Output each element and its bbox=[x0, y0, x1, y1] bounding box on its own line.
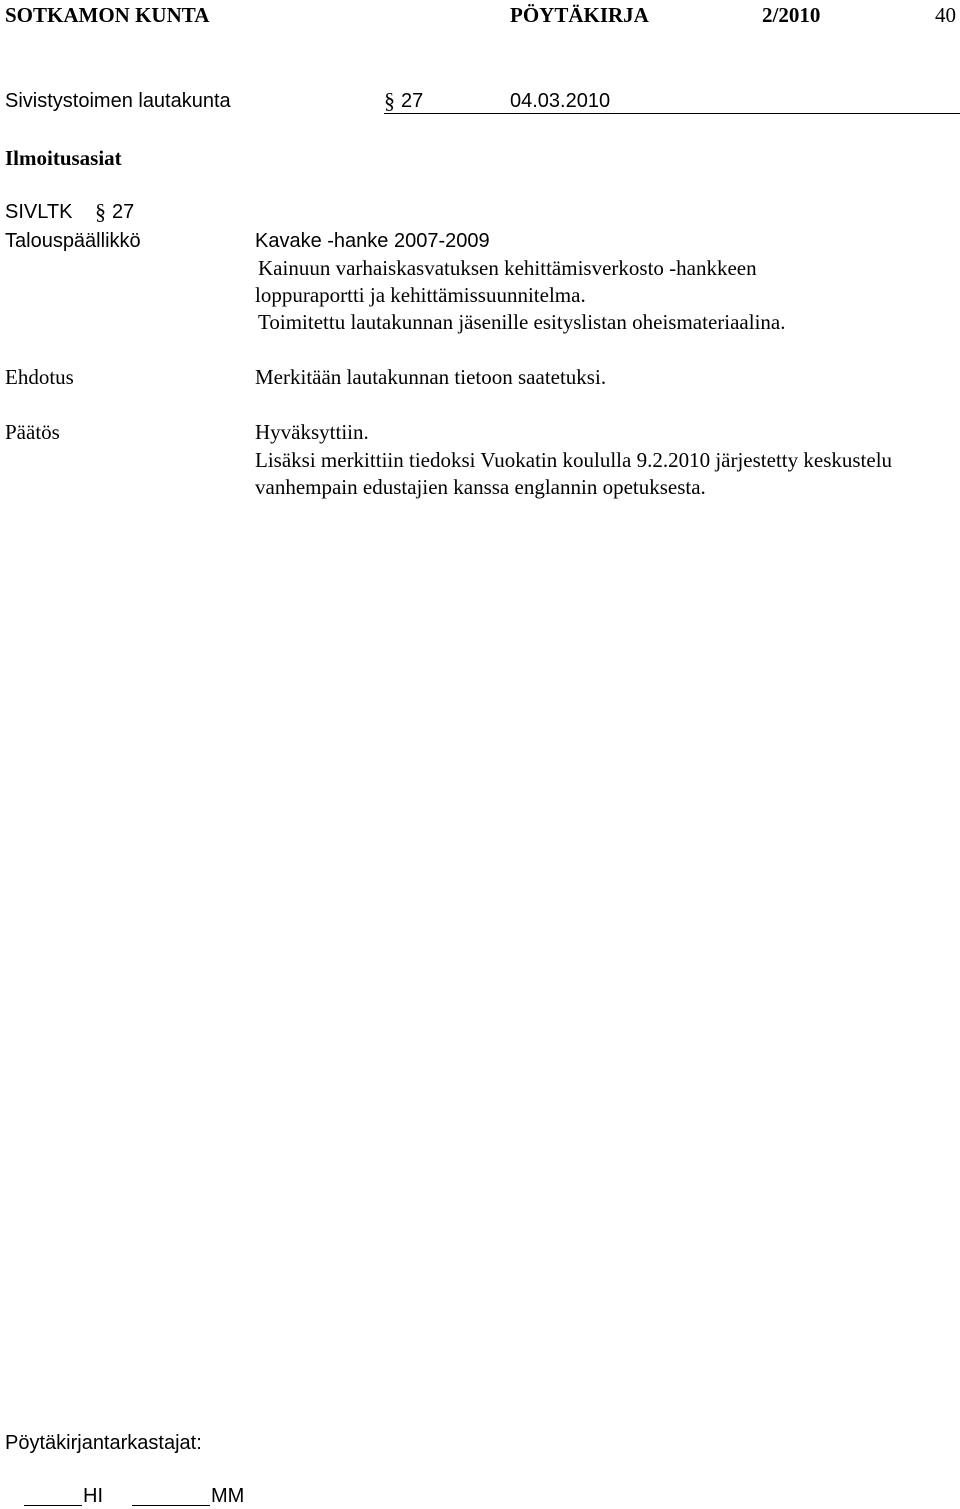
meeting-number: 2/2010 bbox=[762, 3, 821, 27]
description-line-3: Toimitettu lautakunnan jäsenille esityslistan oheismateriaalina. bbox=[258, 310, 786, 334]
signature-line-2 bbox=[132, 1505, 210, 1506]
document-type: PÖYTÄKIRJA bbox=[510, 3, 649, 27]
reference-number: 27 bbox=[112, 201, 135, 223]
reference-section-symbol: § bbox=[95, 199, 106, 224]
category-heading: Ilmoitusasiat bbox=[5, 146, 122, 170]
proposal-label: Ehdotus bbox=[5, 365, 74, 389]
section-symbol: § bbox=[384, 88, 395, 113]
decision-line-1: Hyväksyttiin. bbox=[255, 420, 369, 444]
page-number: 40 bbox=[935, 3, 956, 27]
description-line-2: loppuraportti ja kehittämissuunnitelma. bbox=[255, 283, 586, 307]
preparer-label: Talouspäällikkö bbox=[5, 230, 141, 252]
decision-line-3: vanhempain edustajien kanssa englannin opetuksesta. bbox=[255, 475, 706, 499]
section-number: 27 bbox=[401, 90, 424, 112]
meeting-date: 04.03.2010 bbox=[510, 90, 611, 112]
committee-name: Sivistystoimen lautakunta bbox=[5, 90, 231, 112]
decision-line-2: Lisäksi merkittiin tiedoksi Vuokatin koululla 9.2.2010 järjestetty keskustelu bbox=[255, 448, 893, 472]
reference-label: SIVLTK bbox=[5, 201, 73, 223]
header-rule bbox=[384, 113, 960, 114]
checker-initials-2: MM bbox=[211, 1485, 245, 1507]
description-line-1: Kainuun varhaiskasvatuksen kehittämisverkosto -hankkeen bbox=[258, 256, 757, 280]
municipality-name: SOTKAMON KUNTA bbox=[5, 3, 210, 27]
decision-label: Päätös bbox=[5, 420, 60, 444]
checker-initials-1: HI bbox=[83, 1485, 103, 1507]
item-title: Kavake -hanke 2007-2009 bbox=[255, 230, 490, 252]
proposal-text: Merkitään lautakunnan tietoon saatetuksi. bbox=[255, 365, 607, 389]
signature-line-1 bbox=[24, 1505, 82, 1506]
minutes-checkers-label: Pöytäkirjantarkastajat: bbox=[5, 1432, 202, 1454]
